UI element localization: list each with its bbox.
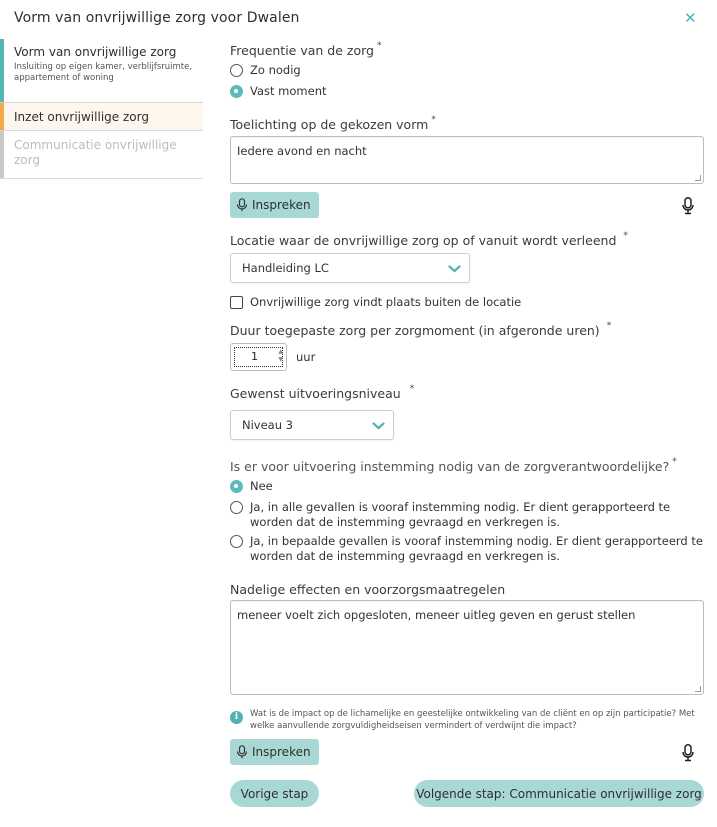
outside-location-checkbox-row[interactable] (230, 295, 521, 309)
step-inzet[interactable] (0, 103, 203, 131)
radio-button[interactable] (230, 535, 243, 548)
effects-value: meneer voelt zich opgesloten, meneer uitleg geven en gerust stellen (237, 608, 636, 622)
next-step-button[interactable]: Volgende stap: Communicatie onvrijwillige zorg (414, 780, 704, 807)
step-navigation (0, 39, 203, 179)
step-title: Inzet onvrijwillige zorg (14, 110, 149, 124)
previous-step-button[interactable]: Vorige stap (230, 780, 319, 807)
radio-button-selected[interactable] (230, 85, 243, 98)
consent-option-nee[interactable] (230, 479, 273, 494)
consent-option-altijd[interactable] (230, 500, 704, 530)
explanation-textarea[interactable] (230, 136, 704, 184)
microphone-icon[interactable] (682, 197, 694, 215)
explanation-label: Toelichting op de gekozen vorm * (230, 115, 436, 132)
level-label: Gewenst uitvoeringsniveau * (230, 384, 415, 401)
close-icon[interactable]: ✕ (684, 9, 697, 27)
step-subtitle: Insluiting op eigen kamer, verblijfsruimte, appartement of woning (14, 62, 193, 83)
speak-button[interactable] (230, 192, 319, 218)
radio-button[interactable] (230, 64, 243, 77)
frequency-option-vast-moment[interactable] (230, 84, 327, 99)
outside-location-label: Onvrijwillige zorg vindt plaats buiten de locatie (250, 295, 522, 309)
chevron-down-icon (372, 422, 385, 430)
info-icon: i (230, 711, 243, 724)
step-title: Communicatie onvrijwillige zorg (14, 138, 177, 167)
resize-handle[interactable] (695, 686, 701, 692)
location-label: Locatie waar de onvrijwillige zorg op of vanuit wordt verleend * (230, 231, 628, 248)
step-vorm[interactable] (0, 39, 203, 103)
radio-button-selected[interactable] (230, 480, 243, 493)
chevron-down-icon (448, 265, 461, 273)
frequency-option-zo-nodig[interactable] (230, 63, 301, 78)
radio-button[interactable] (230, 501, 243, 514)
radio-label: Ja, in alle gevallen is vooraf instemming nodig. Er dient gerapporteerd te worden dat de instemming gevraagd en verkregen is. (250, 500, 671, 529)
microphone-icon[interactable] (682, 744, 694, 762)
step-title: Vorm van onvrijwillige zorg (14, 45, 177, 59)
level-value: Niveau 3 (242, 418, 293, 432)
location-value: Handleiding LC (242, 261, 329, 275)
location-select[interactable] (230, 253, 470, 283)
duration-value[interactable]: 1 (234, 347, 283, 367)
duration-stepper[interactable] (230, 343, 287, 371)
speak-button-label: Inspreken (252, 745, 311, 759)
effects-label: Nadelige effecten en voorzorgsmaatregelen (230, 582, 506, 597)
radio-label: Vast moment (250, 84, 327, 98)
resize-handle[interactable] (695, 175, 701, 181)
radio-label: Nee (250, 479, 273, 493)
microphone-icon (236, 745, 248, 759)
step-communicatie[interactable] (0, 131, 203, 179)
microphone-icon (236, 198, 248, 212)
level-select[interactable] (230, 410, 394, 440)
spinner-arrows-icon[interactable]: ▲ ▼ (278, 348, 283, 363)
speak-button-label: Inspreken (252, 198, 311, 212)
duration-unit: uur (296, 350, 316, 364)
consent-option-bepaald[interactable] (230, 534, 704, 564)
radio-label: Ja, in bepaalde gevallen is vooraf instemming nodig. Er dient gerapporteerd te worden dat de instemming gevraagd en verkregen is. (250, 534, 703, 563)
effects-textarea[interactable] (230, 600, 704, 695)
speak-button[interactable] (230, 739, 319, 765)
effects-info (230, 708, 704, 732)
frequency-label: Frequentie van de zorg * (230, 41, 382, 58)
consent-label: Is er voor uitvoering instemming nodig van de zorgverantwoordelijke? * (230, 457, 677, 474)
dialog-title: Vorm van onvrijwillige zorg voor Dwalen (14, 10, 300, 26)
explanation-value: Iedere avond en nacht (237, 144, 367, 158)
checkbox[interactable] (230, 296, 243, 309)
duration-label: Duur toegepaste zorg per zorgmoment (in afgeronde uren) * (230, 321, 612, 338)
effects-info-text: Wat is de impact op de lichamelijke en geestelijke ontwikkeling van de cliënt en op zijn participatie? Met welke aanvullende zorgvuldigheidseisen vermindert of verdwijnt die impact? (250, 709, 695, 731)
radio-label: Zo nodig (250, 63, 301, 77)
